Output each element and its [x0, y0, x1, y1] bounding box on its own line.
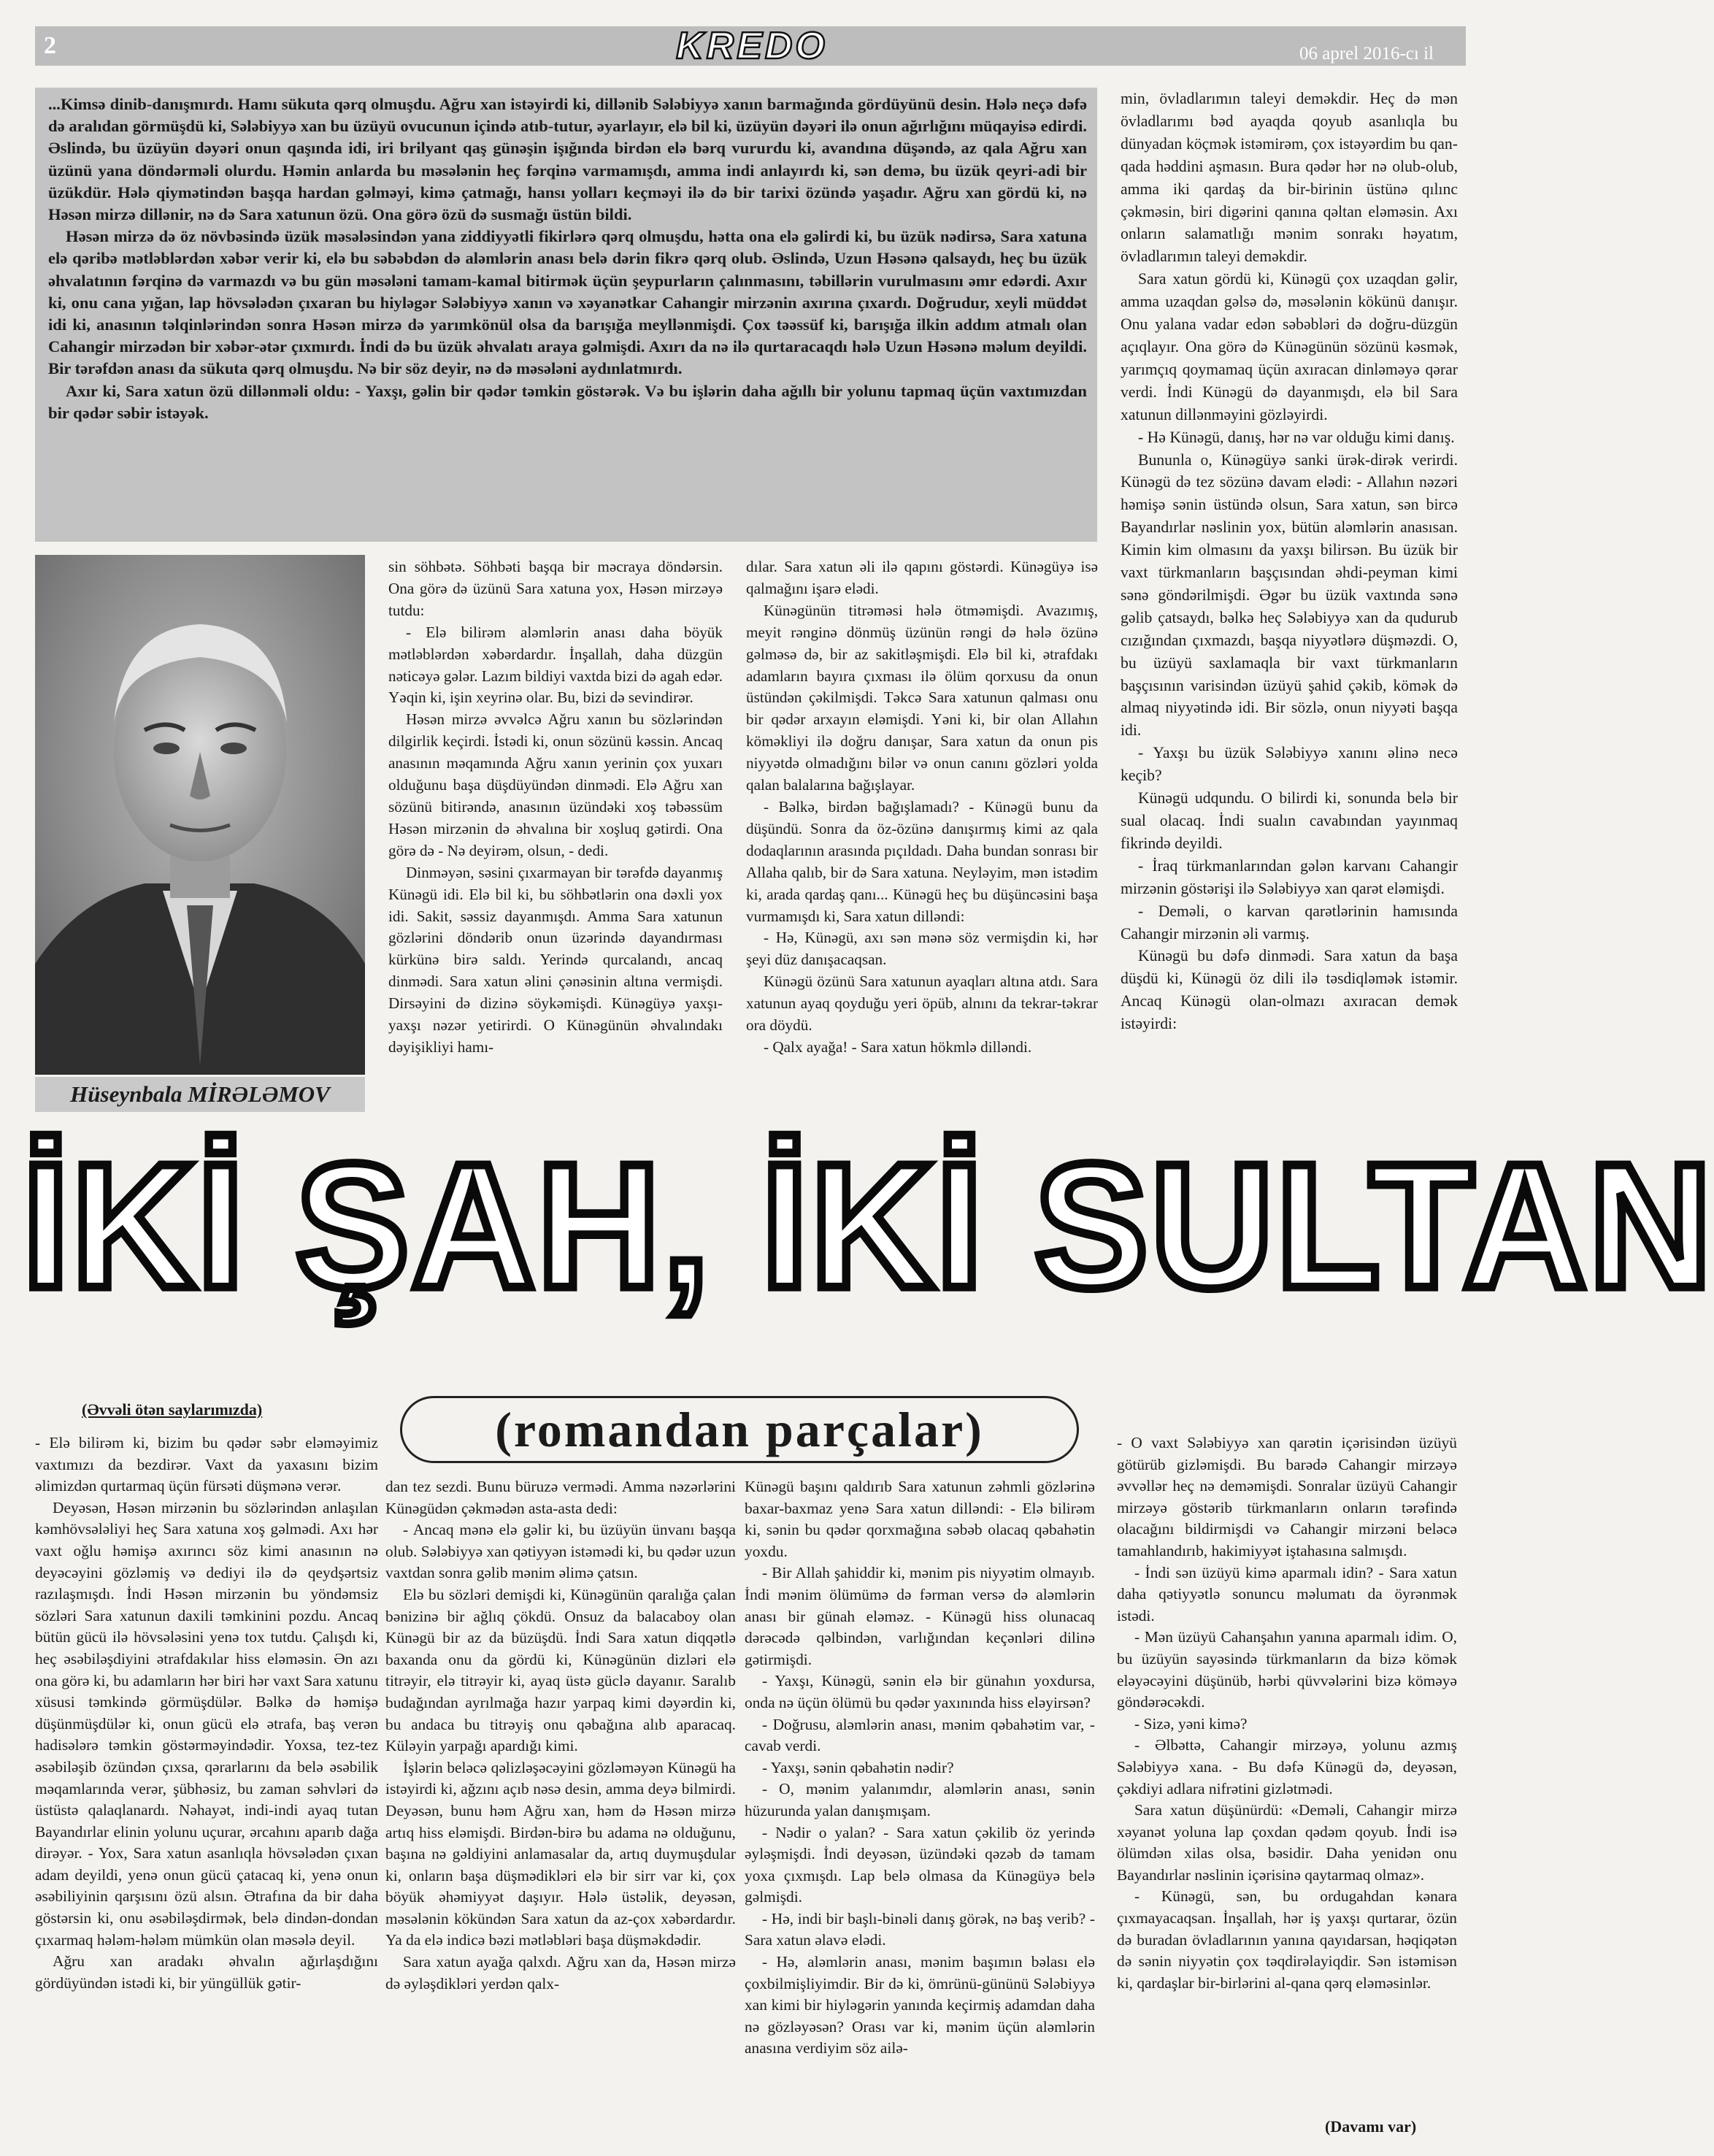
paragraph: sin söhbətə. Söhbəti başqa bir məcraya döndərsin. Ona görə də üzünü Sara xatuna yox, Həsən mirzəyə tutdu: [388, 558, 723, 619]
paragraph: İşlərin beləcə qəlizləşəcəyini gözləməyən Künəgü ha istəyirdi ki, ağzını açıb nəsə desin, amma deyə bilmirdi. Deyəsən, bunu həm Ağru xan, həm də Həsən mirzə artıq hiss eləmişdi. Birdən-birə bu adama nə olduğunu, başına nə gəldiyini anlamasalar da, artıq duymuşdular ki, onların başa düşmədikləri elə bir sirr var ki, çox böyük əhəmiyyət daşıyır. Hələ üstəlik, deyəsən, məsələnin kökündən Sara xatun da az-çox xəbərdardır. Ya da elə indicə bəzi mətləbləri başa düşməkdədir. [385, 1758, 736, 1949]
author-caption: Hüseynbala MİRƏLƏMOV [35, 1077, 365, 1112]
portrait-image [35, 555, 365, 1075]
paragraph: - Künəgü, sən, bu ordugahdan kənara çıxmayacaqsan. İnşallah, hər iş yaxşı qurtarar, özün də buradan övladlarının yanına qayıdarsan, həqiqətən də sənin niyyətin çox təqdirəlayiqdir. Sən istəmisən ki, qardaşlar bir-birlərini al-qana qərq eləməsinlər. [1117, 1887, 1457, 1992]
paragraph: Dinməyən, səsini çıxarmayan bir tərəfdə dayanmış Künəgü idi. Elə bil ki, bu söhbətlərin ona dəxli yox idi. Sakit, səssiz dayanmışdı. Amma Sara xatunun gözlərini döndərib onun üzərində dayandırması kürkünə birə saldı. Yerində qurcalandı, ancaq dinmədi. Sara xatun əlini çənəsinin altına vermişdi. Dirsəyini də dizinə söykəmişdi. Künəgüyə yaxşı-yaxşı nəzər yetirirdi. O Künəgünün əhvalındakı dəyişikliyi hamı- [388, 863, 723, 1056]
paragraph: dan tez sezdi. Bunu büruzə vermədi. Amma nəzərlərini Künəgüdən çəkmədən asta-asta dedi: [385, 1478, 736, 1517]
paragraph: - Yaxşı, Künəgü, sənin elə bir günahın yoxdursa, onda nə üçün ölümü bu qədər yaxınında hiss eləyirsən? [745, 1672, 1095, 1711]
subtitle-banner: (romandan parçalar) [400, 1396, 1079, 1463]
paragraph: Sara xatun gördü ki, Künəgü çox uzaqdan gəlir, amma uzaqdan gəlsə də, məsələnin kökünü danışır. Onu yalana vadar edən səbəbləri də doğru-düzgün açıqlayır. Ona görə də Künəgünün sözünü kəsmək, yarımçıq qoymamaq üçün axıracan dinləməyə qərar verdi. İndi Künəgü də dayanmışdı, elə bil Sara xatunun dillənməyini gözləyirdi. [1121, 270, 1458, 423]
paragraph: - Elə bilirəm ki, bizim bu qədər səbr eləməyimiz vaxtımızı da bezdirər. Vaxt da yaxasını bizim əlimizdən qurtarmaq üçün fürsəti düşmənə verər. [35, 1434, 378, 1495]
paragraph: - Nədir o yalan? - Sara xatun çəkilib öz yerində əyləşmişdi. İndi deyəsən, üzündəki qəzəb də tamam yoxa çıxmışdı. Lap belə olmasa da Künəgüyə belə gəlmişdi. [745, 1823, 1095, 1906]
paragraph: Künəgü bu dəfə dinmədi. Sara xatun da başa düşdü ki, Künəgü öz dili ilə təsdiqləmək istəmir. Ancaq Künəgü olan-olmazı axıracan demək istəyirdi: [1121, 947, 1458, 1033]
text-column-right-top [1121, 88, 1458, 1035]
paragraph: Sara xatun düşünürdü: «Deməli, Cahangir mirzə xəyanət yoluna lap çoxdan qədəm qoyub. İndi isə ölümdən xilas olsa, bəsidir. Daha yenidən onu Bayandırlar nəslinin içərisinə qaytarmaq olmaz». [1117, 1801, 1457, 1884]
paragraph: - Əlbəttə, Cahangir mirzəyə, yolunu azmış Sələbiyyə xana. - Bu dəfə Künəgü də, deyəsən, çəkdiyi adlara nifrətini gizlətmədi. [1117, 1736, 1457, 1798]
paragraph: - Elə bilirəm aləmlərin anası daha böyük mətləblərdən xəbərdardır. İnşallah, daha düzgün nəticəyə gələr. Lazım bildiyi vaxtda bizi də agah edər. Yəqin ki, işin xeyrinə olar. Bu, bizi də sevindirər. [388, 623, 723, 707]
issue-date: 06 aprel 2016-cı il [1299, 44, 1434, 64]
page-number: 2 [44, 32, 56, 59]
intro-paragraph: ...Kimsə dinib-danışmırdı. Hamı sükuta qərq olmuşdu. Ağru xan istəyirdi ki, dillənib Sələbiyyə xanın barmağında gördüyünü desin. Hələ neçə dəfə də aralıdan görmüşdü ki, Sələbiyyə xan bu üzüyü ovucunun içində atıb-tutur, əyarlayır, elə bil ki, üzüyün dəyəri ilə onun ağırlığını müqayisə edirdi. Əslində, bu üzüyün dəyəri onun qaşında idi, iri brilyant qaş günəşin işığında birdən elə bərq vururdu ki, avandına düşəndə, az qala Ağru xan üzünü yana döndərməli olurdu. Həmin anlarda bu məsələnin heç fərqinə varmamışdı, amma indi anlayırdı ki, sən demə, bu üzük qeyri-adi bir üzükdür. Hələ qiymətindən başqa hardan gəlməyi, kimə çatmağı, hansı yolları keçməyi ilə də bir tarixi özündə yaşadır. Ağru xan gördü ki, nə Həsən mirzə dillənir, nə də Sara xatunun özü. Ona görə özü də susmağı üstün bildi. [48, 95, 1087, 224]
text-column-middle-2 [746, 556, 1098, 1059]
paragraph: Bununla o, Künəgüyə sanki ürək-dirək verirdi. Künəgü də tez sözünə davam elədi: - Allahın nəzəri həmişə sənin üstündə olsun, Sara xatun, sən bircə Bayandırlar nəslinin yox, bütün aləmlərin anasısan. Kimin kim olmasını da yaxşı bilirsən. Bu üzük bir vaxt türkmanların başçısından əhdi-peyman kimi sənə göndərilmişdi. Əgər bu üzük vaxtında sənə gəlib çatsaydı, bəlkə heç Sələbiyyə xan da qudurub cızığından çıxmazdı, başqa niyyətlərə düşməzdi. O, bu üzüyü saxlamaqla bir vaxt türkmanların başçısının varisindən üzüyü şahid çəkib, kömək də almaq niyyətində idi. Bir sözlə, onun niyyəti başqa idi. [1121, 450, 1458, 740]
paragraph: - Ancaq mənə elə gəlir ki, bu üzüyün ünvanı başqa olub. Sələbiyyə xan qətiyyən istəmədi ki, bu qədər uzun vaxtdan sonra gəlib mənim əlimə çatsın. [385, 1521, 736, 1582]
paragraph: - Yaxşı, sənin qəbahətin nədir? [762, 1758, 954, 1776]
paragraph: - Hə, indi bir başlı-binəli danış görək, nə baş verib? - Sara xatun əlavə elədi. [745, 1909, 1095, 1949]
headline-text: İKİ ŞAH, İKİ SULTAN [22, 1127, 1714, 1325]
paragraph: - Mən üzüyü Cahanşahın yanına aparmalı idim. O, bu üzüyün sayəsində türkmanların da bizə kömək eləyəcəyini düşünüb, hərbi qüvvələrini bizə köməyə göndərəcəkdi. [1117, 1628, 1457, 1711]
paragraph: Künəgü başını qaldırıb Sara xatunun zəhmli gözlərinə baxar-baxmaz yenə Sara xatun dilləndi: - Elə bilirəm ki, sənin bu qədər qorxmağına səbəb olacaq qəbahətin yoxdu. [745, 1478, 1095, 1560]
paragraph: - Hə, aləmlərin anası, mənim başımın bəlası elə çoxbilmişliyimdir. Bir də ki, ömrünü-gününü Sələbiyyə xan kimi bir hiyləgərin yanında keçirmiş adamdan daha nə gözləyəsən? Orası var ki, mənim üçün aləmlərin anasına verdiyim söz ailə- [745, 1953, 1095, 2057]
paragraph: - Doğrusu, aləmlərin anası, mənim qəbahətim var, - cavab verdi. [745, 1715, 1095, 1755]
paragraph: - Hə, Künəgü, axı sən mənə söz vermişdin ki, hər şeyi düz danışacaqsan. [746, 929, 1098, 969]
continued-label: (Davamı var) [1325, 2117, 1417, 2136]
text-column-bottom-1 [35, 1432, 378, 1994]
paragraph: - Bəlkə, birdən bağışlamadı? - Künəgü bunu da düşündü. Sonra da öz-özünə danışırmış kimi az qala dodaqlarının arasında pıçıldadı. Daha bundan sonrası bir Allaha qalıb, bir də Sara xatuna. Neyləyim, mən istədim ki, arada qardaş qanı... Künəgü heç bu düşüncəsini başa vurmamışdı ki, Sara xatun dilləndi: [746, 797, 1098, 925]
intro-paragraph: Axır ki, Sara xatun özü dillənməli oldu: - Yaxşı, gəlin bir qədər təmkin göstərək. Və bu işlərin daha ağıllı bir yolunu tapmaq üçün vaxtımızdan bir qədər səbir istəyək. [48, 381, 1087, 422]
paragraph: Həsən mirzə əvvəlcə Ağru xanın bu sözlərindən dilgirlik keçirdi. İstədi ki, onun sözünü kəssin. Ancaq anasının məqamında Ağru xanın yerinin çox yuxarı olduğunu başa düşdüyündən dinmədi. Elə Ağru xan sözünü bitirəndə, anasının üzündəki xoş təbəssüm Həsən mirzənin də əhvalına bir xoşluq gətirdi. Ona görə də - Nə deyirəm, olsun, - dedi. [388, 710, 723, 859]
previous-issues-label: (Əvvəli ötən saylarımızda) [82, 1400, 263, 1419]
paragraph: - Yaxşı bu üzük Sələbiyyə xanını əlinə necə keçib? [1121, 744, 1458, 785]
paragraph: - Deməli, o karvan qarətlərinin hamısında Cahangir mirzənin əli varmış. [1121, 902, 1458, 943]
paragraph: Elə bu sözləri demişdi ki, Künəgünün qaralığa çalan bənizinə bir ağlıq çökdü. Onsuz da balacaboy olan Künəgü bir az da büzüşdü. İndi Sara xatun diqqətlə baxanda onu da gördü ki, Künəgünün dizləri elə titrəyir, elə titrəyir ki, ayaq üstə güclə dayanır. Saralıb budağından ayrılmağa hazır yarpaq kimi dəyərdin ki, bu andaca bu titrəyiş onu qəbağına alıb aparacaq. Küləyin yarpağı apardığı kimi. [385, 1585, 736, 1755]
intro-paragraph: Həsən mirzə də öz növbəsində üzük məsələsindən yana ziddiyyətli fikirlərə qərq olmuşdu, hətta ona elə gəlirdi ki, bu üzük nədirsə, Sara xatuna elə qəribə mətləblərdən xəbər verir ki, elə bu səbəbdən də aləmlərin anası belə dərin fikrə qərq olub. Əslində, Uzun Həsənə qalsaydı, heç bu üzük əhvalatının fərqinə də varmazdı və bu gün məsələni tamam-kamal bitirmək üçün şeypurların çalınmasını, təbillərin vurulmasını əmr edərdi. Axır ki, onu cana yığan, lap hövsələdən çıxaran bu hiyləgər Sələbiyyə xanın və xəyanətkar Cahangir mirzənin axırına çıxardı. Doğrudur, xeyli müddət idi ki, anasının təlqinlərindən sonra Həsən mirzə də yarımkönül olsa da barışığa meyllənmişdi. Çox təəssüf ki, barışığa ilkin addım atmalı olan Cahangir mirzədən bir xəbər-ətər çıxmırdı. İndi də bu üzük əhvalatı araya gəlmişdi. Axırı da nə ilə qurtaracaqdı hələ Uzun Həsənə məlum deyildi. Bir tərəfdən anası da sükuta qərq olmuşdu. Nə bir söz deyir, nə də məsələni aydınlatmırdı. [48, 227, 1087, 378]
text-column-bottom-4 [1117, 1432, 1457, 1994]
paragraph: Künəgü özünü Sara xatunun ayaqları altına atdı. Sara xatunun ayaq qoyduğu yeri öpüb, alnını da tekrar-təkrar ora döydü. [746, 972, 1098, 1035]
headline [22, 1127, 1714, 1325]
paragraph: Ağru xan aradakı əhvalın ağırlaşdığını gördüyündən istədi ki, bir yüngüllük gətir- [35, 1952, 378, 1992]
paragraph: - İndi sən üzüyü kimə aparmalı idin? - Sara xatun daha qətiyyətlə sonuncu məlumatı da öyrənmək istədi. [1117, 1563, 1457, 1624]
paragraph: - Hə Künəgü, danış, hər nə var olduğu kimi danış. [1138, 428, 1455, 446]
paragraph: - Qalx ayağa! - Sara xatun hökmlə dilləndi. [764, 1037, 1032, 1056]
paragraph: Deyəsən, Həsən mirzənin bu sözlərindən anlaşılan kəmhövsələliyi heç Sara xatuna xoş gəlmədi. Axı hər vaxt oğlu həmişə axırıncı söz kimi anasının nə deyəcəyini gözləmiş və dediyi ilə də qeydşərtsiz razılaşmışdı. İndi Həsən mirzənin bu yöndəmsiz sözləri Sara xatunun daxili təmkinini pozdu. Ancaq bütün gücü ilə hövsələsini yenə tox tutdu. Çalışdı ki, heç əsəbiləşdiyini ətrafdakılar hiss eləməsin. Ən azı ona görə ki, bu adamların hər biri hər vaxt Sara xatunu xüsusi təmkində görmüşdülər. Bəlkə də həmişə düşünmüşdülər ki, onun gücü elə ətrafa, baş verən hadisələrə təmkin göstərməyindədir. Yoxsa, tez-tez əsəbiləşib özündən çıxsa, qərarlarını da belə əsəbilik məqamlarında verər, şübhəsiz, bu zaman səhvləri də üstüstə qalaqlanardı. Nəhayət, indi-indi ayaq tutan Bayandırlar elinin yolunu uçurar, ərcahını aparıb dağa dirəyər. - Yox, Sara xatun asanlıqla hövsələdən çıxan adam deyildi, yenə onun gücü çatacaq ki, yenə onun əsəbiliyinin qarşısını özü alsın. Ətrafına da bir daha göstərsin ki, onu əsəbiləşdirmək, belə dindən-dondan çıxarmaq hələm-hələm mümkün olan məsələ deyil. [35, 1498, 378, 1949]
paragraph: - O, mənim yalanımdır, aləmlərin anası, sənin hüzurunda yalan danışmışam. [745, 1780, 1095, 1819]
newspaper-logo: KREDO [676, 25, 828, 67]
text-column-middle-1 [388, 556, 723, 1059]
intro-box [35, 88, 1097, 542]
paragraph: Künəgü udqundu. O bilirdi ki, sonunda belə bir sual olacaq. İndi sualın cavabından yayınmaq fikrində deyildi. [1121, 789, 1458, 852]
paragraph: min, övladlarımın taleyi deməkdir. Heç də mən övladlarımı bəd ayaqda qoyub asanlıqla bu dünyadan köçmək istəmirəm, çox istəyərdim bu qan-qada həddini aşmasın. Bura qədər hər nə olub-olub, amma iki qardaş da bir-birinin üstünə qılınc çəkməsin, biri digərini qanına qəltan eləməsin. Axı onların salamatlığı mənim sonrakı həyatım, övladlarımın taleyi deməkdir. [1121, 90, 1458, 266]
text-column-bottom-3 [745, 1476, 1095, 2060]
paragraph: - İraq türkmanlarından gələn karvanı Cahangir mirzənin göstərişi ilə Sələbiyyə xan qarət eləmişdi. [1121, 856, 1458, 897]
paragraph: Sara xatun ayağa qalxdı. Ağru xan da, Həsən mirzə də əyləşdikləri yerdən qalx- [385, 1953, 736, 1992]
author-portrait [35, 555, 365, 1075]
paragraph: dılar. Sara xatun əli ilə qapını göstərdi. Künəgüyə isə qalmağını işarə elədi. [746, 558, 1098, 597]
paragraph: - Sizə, yəni kimə? [1134, 1714, 1248, 1733]
paragraph: Künəgünün titrəməsi hələ ötməmişdi. Avazımış, meyit rənginə dönmüş üzünün rəngi də hələ özünə gəlməsə də, bir az sakitləşmişdi. Elə bil ki, ətrafdakı adamların bayıra çıxması ilə ölüm qorxusu da onun üstündən çəkilmişdi. Təkcə Sara xatunun qalması onu bir qədər arxayın eləmişdi. Yəni ki, bir olan Allahın köməkliyi ilə doğru danışar, Sara xatun da onun pis niyyətdə olmadığını bilər və onun canını gözləri yolda qalan balalarına bağışlayar. [746, 601, 1098, 794]
paragraph: - O vaxt Sələbiyyə xan qarətin içərisindən üzüyü götürüb gizləmişdi. Bu barədə Cahangir mirzəyə əvvəllər heç nə deməmişdi. Sonralar üzüyü Cahangir mirzəyə göstərib türkmanların onların tərəfində olacağını bildirmişdi və Cahangir mirzəni beləcə tamahlandırıb, hakimiyyət iştahasına salmışdı. [1117, 1434, 1457, 1560]
paragraph: - Bir Allah şahiddir ki, mənim pis niyyətim olmayıb. İndi mənim ölümümə də fərman versə də aləmlərin anası bir günah eləməz. - Künəgü hiss olunacaq dərəcədə qəlbindən, varlığından keçənləri dilinə gətirmişdi. [745, 1564, 1095, 1668]
text-column-bottom-2 [385, 1476, 736, 1995]
